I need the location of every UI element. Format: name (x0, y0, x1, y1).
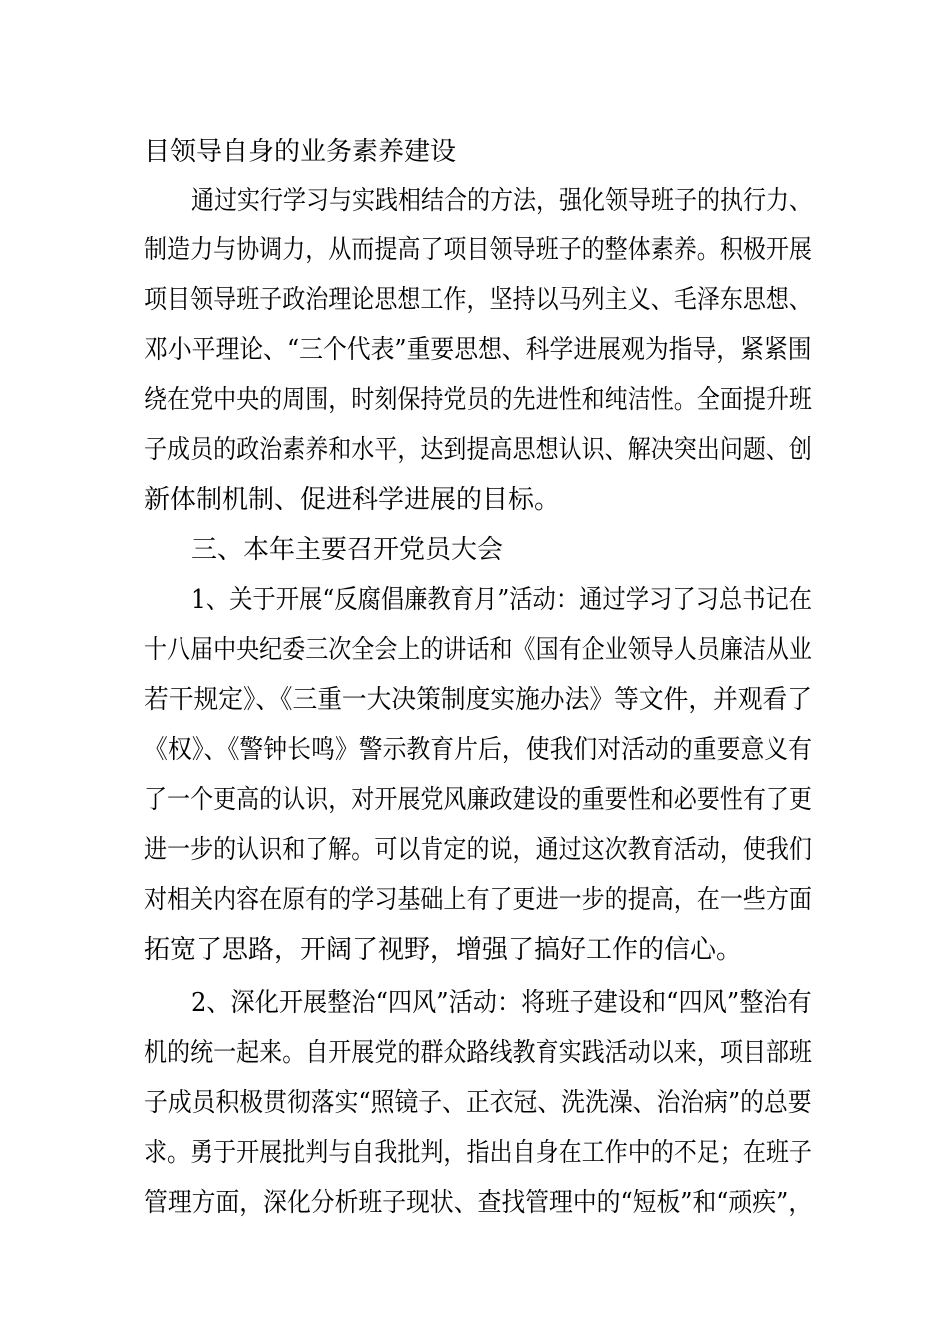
line-text: 对相关内容在原有的学习基础上有了更进一步的提高，在一些方面 (144, 885, 812, 915)
text-line (0, 983, 950, 1023)
text-line (0, 1183, 950, 1223)
line-text: 子成员积极贯彻落实“照镜子、正衣冠、洗洗澡、治治病”的总要 (144, 1088, 812, 1118)
section-heading (0, 530, 950, 570)
line-text: 求。勇于开展批判与自我批判，指出自身在工作中的不足；在班子 (144, 1138, 812, 1168)
line-text: 目领导自身的业务素养建设 (144, 137, 457, 167)
text-line (0, 580, 950, 620)
text-line (0, 181, 950, 221)
text-line (0, 1133, 950, 1173)
line-text: 机的统一起来。自开展党的群众路线教育实践活动以来，项目部班 (144, 1038, 812, 1068)
line-text: 绕在党中央的周围，时刻保持党员的先进性和纯洁性。全面提升班 (144, 385, 812, 415)
line-text: 了一个更高的认识，对开展党风廉政建设的重要性和必要性有了更 (144, 785, 812, 815)
line-text: 项目领导班子政治理论思想工作，坚持以马列主义、毛泽东思想、 (144, 285, 812, 315)
text-line (0, 480, 950, 520)
text-line (0, 630, 950, 670)
text-line (0, 430, 950, 470)
line-text: 《权》、《警钟长鸣》警示教育片后，使我们对活动的重要意义有 (144, 735, 813, 765)
text-line (0, 780, 950, 820)
text-line (0, 380, 950, 420)
line-text: 通过实行学习与实践相结合的方法，强化领导班子的执行力、 (191, 186, 813, 216)
line-text: 若干规定》、《三重一大决策制度实施办法》等文件，并观看了 (144, 685, 813, 715)
line-text: 新体制机制、促进科学进展的目标。 (144, 485, 561, 515)
text-line (0, 880, 950, 920)
line-text: 十八届中央纪委三次全会上的讲话和《国有企业领导人员廉洁从业 (144, 635, 812, 665)
line-text: 1、关于开展“反腐倡廉教育月”活动：通过学习了习总书记在 (191, 585, 813, 615)
heading-text: 三、本年主要召开党员大会 (191, 535, 504, 565)
text-line (0, 830, 950, 870)
text-line (0, 730, 950, 770)
text-line (0, 680, 950, 720)
line-text: 拓宽了思路，开阔了视野，增强了搞好工作的信心。 (144, 935, 743, 965)
text-line (0, 230, 950, 270)
line-text: 2、深化开展整治“四风”活动：将班子建设和“四风”整治有 (191, 988, 812, 1018)
text-line (0, 930, 950, 970)
line-text: 进一步的认识和了解。可以肯定的说，通过这次教育活动，使我们 (144, 835, 812, 865)
text-line (0, 280, 950, 320)
line-text: 制造力与协调力，从而提高了项目领导班子的整体素养。积极开展 (144, 235, 812, 265)
text-line (0, 132, 950, 172)
line-text: 子成员的政治素养和水平，达到提高思想认识、解决突出问题、创 (144, 435, 812, 465)
line-text: 管理方面，深化分析班子现状、查找管理中的“短板”和“顽疾”， (144, 1188, 813, 1218)
text-line (0, 1033, 950, 1073)
text-line (0, 1083, 950, 1123)
line-text: 邓小平理论、“三个代表”重要思想、科学进展观为指导，紧紧围 (144, 335, 812, 365)
text-line (0, 330, 950, 370)
